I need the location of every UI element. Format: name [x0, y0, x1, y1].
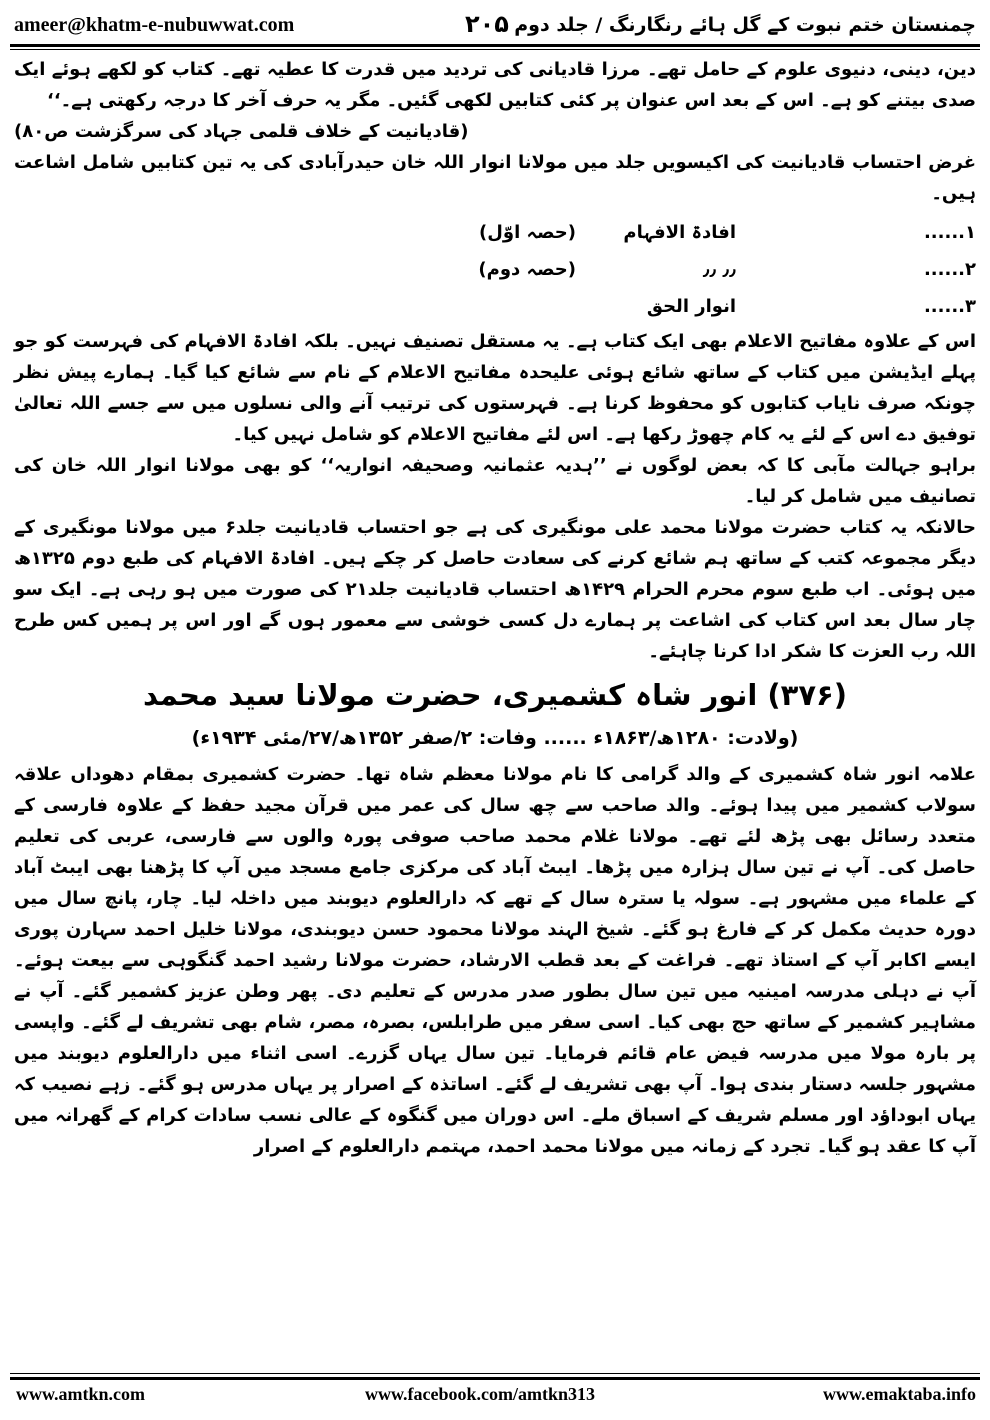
header-rule: [10, 44, 980, 47]
footer-rule-thin: [10, 1373, 980, 1374]
list-title: ٫٫ ٫٫: [702, 259, 736, 280]
list-part: (حصہ اوّل): [479, 222, 576, 243]
list-number: ۳......: [923, 296, 976, 317]
list-number: ۲......: [923, 259, 976, 280]
list-part: (حصہ دوم): [478, 259, 576, 280]
page-footer: [10, 1384, 980, 1410]
citation: (قادیانیت کے خلاف قلمی جہاد کی سرگزشت ص۸۰): [14, 121, 469, 142]
list-title: انوار الحق: [646, 296, 736, 317]
list-item: [14, 213, 976, 250]
list-item: [14, 287, 976, 324]
page-body: [14, 54, 976, 1162]
page-number: ۲۰۵: [465, 10, 509, 38]
footer-rule: [10, 1377, 980, 1380]
paragraph: علامہ انور شاہ کشمیری کے والد گرامی کا نام مولانا معظم شاہ تھا۔ حضرت کشمیری بمقام دھوداں علاقہ سولاب کشمیر میں پیدا ہوئے۔ والد صاحب سے چھ سال کی عمر میں قرآن مجید حفظ کے علاوہ فارسی کے متعدد رسائل بھی پڑھ لئے تھے۔ مولانا غلام محمد صاحب صوفی پورہ والوں سے فارسی، عربی کی تعلیم حاصل کی۔ آپ نے تین سال ہزارہ میں پڑھا۔ ایبٹ آباد کی مرکزی جامع مسجد میں آپ کا پڑھنا بھی ایبٹ آباد کے علماء میں مشہور ہے۔ سولہ یا سترہ سال کے تھے کہ دارالعلوم دیوبند میں داخلہ لیا۔ چار، پانچ سال میں دورہ حدیث مکمل کر کے فارغ ہو گئے۔ شیخ الہند مولانا محمود حسن دیوبندی، مولانا خلیل احمد سہارن پوری ایسے اکابر آپ کے استاذ تھے۔ فراغت کے بعد قطب الارشاد، حضرت مولانا رشید احمد گنگوہی سے بیعت ہوئے۔ آپ نے دہلی مدرسہ امینیہ میں تین سال بطور صدر مدرس کے تعلیم دی۔ پھر وطن عزیز کشمیر گئے۔ آپ نے مشاہیر کشمیر کے ساتھ حج بھی کیا۔ اسی سفر میں طرابلس، بصرہ، مصر، شام بھی تشریف لے گئے۔ واپسی پر بارہ مولا میں مدرسہ فیض عام قائم فرمایا۔ تین سال یہاں گزرے۔ اسی اثناء میں دارالعلوم دیوبند میں مشہور جلسہ دستار بندی ہوا۔ آپ بھی تشریف لے گئے۔ اساتذہ کے اصرار پر یہاں مدرس ہو گئے۔ زہے نصیب کہ یہاں ابوداؤد اور مسلم شریف کے اسباق ملے۔ اس دوران میں گنگوہ کے عالی نسب سادات کرام کے گھرانہ میں آپ کا عقد ہو گیا۔ تجرد کے زمانہ میں مولانا محمد احمد، مہتمم دارالعلوم کے اصرار: [14, 764, 976, 1157]
section-dates: (ولادت: ۱۲۸۰ھ/۱۸۶۳ء ...... وفات: ۲/صفر ۱۳۵۲ھ/۲۷/مئی ۱۹۳۴ء): [191, 727, 799, 749]
section-heading: (۳۷۶) انور شاہ کشمیری، حضرت مولانا سید محمد: [142, 678, 848, 712]
paragraph: اس کے علاوہ مفاتیح الاعلام بھی ایک کتاب ہے۔ یہ مستقل تصنیف نہیں۔ بلکہ افادۃ الافہام کی فہرست کو جو پہلے ایڈیشن میں کتاب کے ساتھ شائع ہوئی علیحدہ مفاتیح الاعلام کے نام سے شائع کیا گیا۔ ہمارے پیش نظر چونکہ صرف نایاب کتابوں کو محفوظ کرنا ہے۔ فہرستوں کی ترتیب آنے والی نسلوں میں سے جسے اللہ تعالیٰ توفیق دے اس کے لئے یہ کام چھوڑ رکھا ہے۔ اس لئے مفاتیح الاعلام کو شامل نہیں کیا۔: [14, 331, 976, 445]
footer-link-facebook[interactable]: www.facebook.com/amtkn313: [365, 1384, 595, 1404]
paragraph: غرض احتساب قادیانیت کی اکیسویں جلد میں مولانا انوار اللہ خان حیدرآبادی کی یہ تین کتابیں شامل اشاعت ہیں۔: [14, 152, 976, 204]
book-list: [14, 213, 976, 324]
footer-link-emaktaba[interactable]: www.emaktaba.info: [822, 1384, 976, 1404]
list-title: افادۃ الافہام: [623, 222, 736, 243]
list-item: [14, 250, 976, 287]
header-rule-thin: [10, 49, 980, 50]
list-number: ۱......: [923, 222, 976, 243]
footer-link-amtkn[interactable]: www.amtkn.com: [16, 1384, 145, 1404]
page-header: [10, 10, 980, 46]
book-title: چمنستان ختم نبوت کے گل ہائے رنگارنگ / جلد دوم: [514, 14, 976, 36]
header-email[interactable]: ameer@khatm-e-nubuwwat.com: [14, 14, 295, 36]
paragraph: براہو جہالت مآبی کا کہ بعض لوگوں نے ’’ہدیہ عثمانیہ وصحیفہ انواریہ‘‘ کو بھی مولانا انوار اللہ خان کی تصانیف میں شامل کر لیا۔: [14, 455, 976, 507]
citation-line: [14, 116, 976, 147]
paragraph: دین، دینی، دنیوی علوم کے حامل تھے۔ مرزا قادیانی کی تردید میں قدرت کا عطیہ تھے۔ کتاب کو لکھے ہوئے ایک صدی بیتنے کو ہے۔ اس کے بعد اس عنوان پر کئی کتابیں لکھی گئیں۔ مگر یہ حرف آخر کا درجہ رکھتی ہے۔‘‘: [14, 59, 976, 111]
paragraph: حالانکہ یہ کتاب حضرت مولانا محمد علی مونگیری کی ہے جو احتساب قادیانیت جلد۶ میں مولانا مونگیری کے دیگر مجموعہ کتب کے ساتھ ہم شائع کرنے کی سعادت حاصل کر چکے ہیں۔ افادۃ الافہام کی طبع دوم ۱۳۲۵ھ میں ہوئی۔ اب طبع سوم محرم الحرام ۱۴۲۹ھ احتساب قادیانیت جلد۲۱ کی صورت میں ہو رہی ہے۔ ایک سو چار سال بعد اس کتاب کی اشاعت پر ہمارے دل کسی خوشی سے معمور ہوں گے اور اس پر ہمیں کس طرح اللہ رب العزت کا شکر ادا کرنا چاہئے۔: [14, 517, 976, 662]
